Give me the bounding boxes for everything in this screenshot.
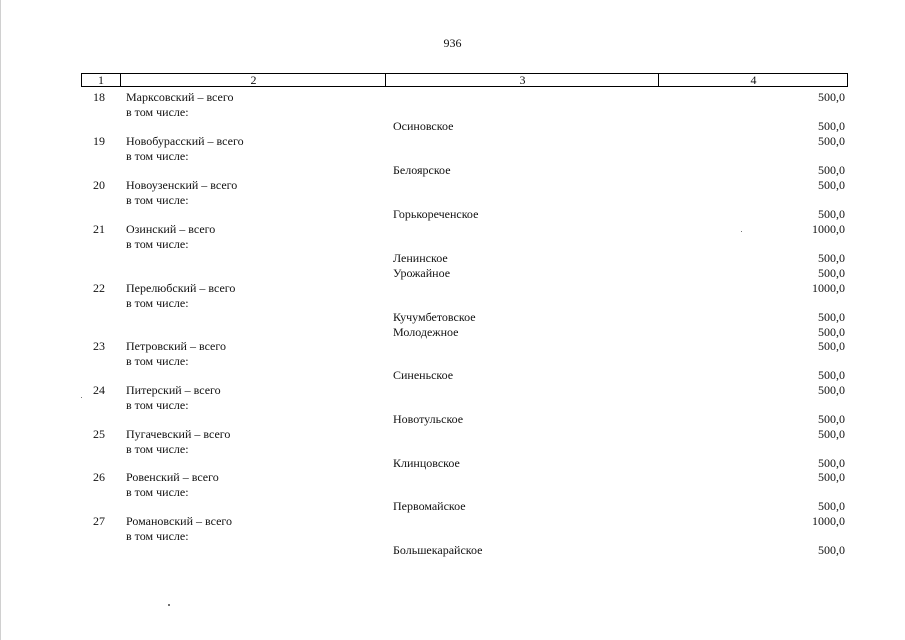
- row-number: 20: [93, 178, 105, 192]
- settlement-name: Большекарайское: [393, 543, 483, 558]
- settlement-value: 500,0: [818, 119, 845, 134]
- district-total: 500,0: [818, 90, 845, 104]
- district-name: Ровенский – всего: [126, 470, 219, 484]
- column-header-1: 1: [98, 73, 104, 87]
- row-number: 26: [93, 470, 105, 484]
- column-header-3: 3: [385, 74, 659, 86]
- scan-speck: [741, 231, 742, 232]
- settlement-name: Первомайское: [393, 499, 466, 514]
- table-header: [81, 73, 848, 87]
- district-name: Перелюбский – всего: [126, 281, 236, 295]
- district-total: 1000,0: [812, 281, 845, 295]
- district-total: 500,0: [818, 134, 845, 148]
- district-name: Новоузенский – всего: [126, 178, 238, 192]
- settlement-name: Ленинское: [393, 251, 448, 266]
- settlement-name: Кучумбетовское: [393, 310, 476, 325]
- settlement-name: Осиновское: [393, 119, 454, 134]
- settlement-name: Синеньское: [393, 368, 454, 383]
- district-total: 500,0: [818, 339, 845, 353]
- district-total: 1000,0: [812, 514, 845, 528]
- row-number: 22: [93, 281, 105, 295]
- district-name: Питерский – всего: [126, 383, 221, 397]
- settlement-value: 500,0: [818, 368, 845, 383]
- settlement-value: 500,0: [818, 324, 845, 339]
- settlement-value: 500,0: [818, 456, 845, 471]
- settlement-name: Молодежное: [393, 324, 459, 339]
- row-number: 21: [93, 222, 105, 236]
- column-header-4: 4: [658, 74, 848, 86]
- including-label: в том числе:: [126, 148, 189, 163]
- row-number: 23: [93, 339, 105, 353]
- scan-speck: [168, 604, 170, 606]
- column-header-2: 2: [120, 74, 386, 86]
- including-label: в том числе:: [126, 484, 189, 499]
- row-number: 24: [93, 383, 105, 397]
- district-total: 500,0: [818, 427, 845, 441]
- including-label: в том числе:: [126, 528, 189, 543]
- including-label: в том числе:: [126, 353, 189, 368]
- settlement-value: 500,0: [818, 207, 845, 222]
- district-name: Марксовский – всего: [126, 90, 234, 104]
- settlement-value: 500,0: [818, 412, 845, 427]
- district-name: Озинский – всего: [126, 222, 216, 236]
- including-label: в том числе:: [126, 104, 189, 119]
- settlement-name: Белоярское: [393, 163, 451, 178]
- including-label: в том числе:: [126, 397, 189, 412]
- including-label: в том числе:: [126, 192, 189, 207]
- district-name: Петровский – всего: [126, 339, 226, 353]
- district-name: Пугачевский – всего: [126, 427, 231, 441]
- including-label: в том числе:: [126, 295, 189, 310]
- district-name: Новобурасский – всего: [126, 134, 244, 148]
- settlement-value: 500,0: [818, 499, 845, 514]
- district-total: 500,0: [818, 470, 845, 484]
- settlement-name: Клинцовское: [393, 456, 460, 471]
- district-total: 1000,0: [812, 222, 845, 236]
- settlement-value: 500,0: [818, 251, 845, 266]
- page-number: 936: [443, 36, 462, 50]
- including-label: в том числе:: [126, 236, 189, 251]
- including-label: в том числе:: [126, 441, 189, 456]
- row-number: 18: [93, 90, 105, 104]
- settlement-value: 500,0: [818, 543, 845, 558]
- district-total: 500,0: [818, 178, 845, 192]
- settlement-value: 500,0: [818, 310, 845, 325]
- row-number: 27: [93, 514, 105, 528]
- district-name: Романовский – всего: [126, 514, 233, 528]
- scan-speck: [81, 397, 82, 398]
- settlement-value: 500,0: [818, 163, 845, 178]
- settlement-value: 500,0: [818, 265, 845, 280]
- row-number: 19: [93, 134, 105, 148]
- district-total: 500,0: [818, 383, 845, 397]
- settlement-name: Урожайное: [393, 265, 451, 280]
- scan-edge: [0, 0, 1, 640]
- settlement-name: Горькореченское: [393, 207, 479, 222]
- settlement-name: Новотульское: [393, 412, 464, 427]
- row-number: 25: [93, 427, 105, 441]
